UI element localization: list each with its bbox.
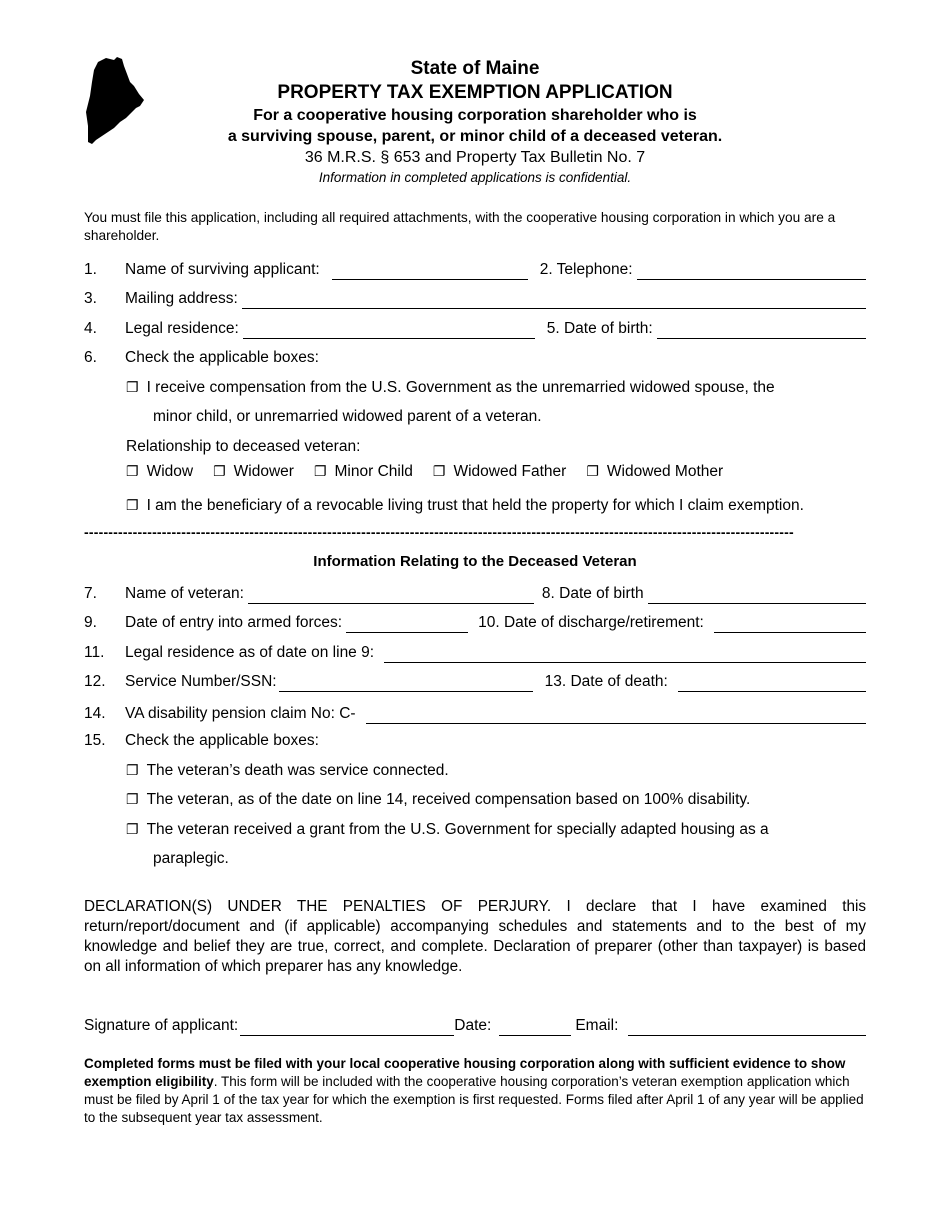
checkbox-widower[interactable]: ❐: [213, 463, 226, 479]
check-boxes-label: Check the applicable boxes:: [125, 349, 319, 366]
line-number: 7.: [84, 585, 97, 602]
entry-date-label: Date of entry into armed forces:: [125, 614, 343, 631]
checkbox-adapted-housing[interactable]: ❐: [126, 821, 139, 837]
service-connected-option: [126, 756, 449, 785]
state-name: State of Maine: [410, 58, 540, 79]
maine-state-logo: [84, 56, 146, 146]
line-number: 11.: [84, 644, 105, 661]
date-of-death-field[interactable]: [678, 677, 866, 692]
veteran-dob-label: 8. Date of birth: [541, 585, 644, 602]
line-number: 3.: [84, 290, 97, 307]
relationship-minor-child[interactable]: ❐ Minor Child: [313, 463, 413, 480]
entry-date-field[interactable]: [346, 618, 468, 633]
row-check-boxes: [84, 346, 866, 368]
compensation-text-1: I receive compensation from the U.S. Government as the unremarried widowed spouse, the: [146, 379, 775, 396]
confidential-note: Information in completed applications is confidential.: [318, 170, 632, 185]
checkbox-full-disability[interactable]: ❐: [126, 791, 139, 807]
date-of-death-label: 13. Date of death:: [544, 673, 668, 690]
checkbox-service-connected[interactable]: ❐: [126, 762, 139, 778]
checkbox-trust[interactable]: ❐: [126, 497, 139, 513]
checkbox-minor-child[interactable]: ❐: [313, 463, 327, 479]
relationship-widow[interactable]: ❐ Widow: [126, 463, 194, 480]
veteran-residence-field[interactable]: [384, 648, 866, 663]
applicant-name-label: Name of surviving applicant:: [125, 261, 320, 278]
service-number-label: Service Number/SSN:: [125, 673, 277, 690]
compensation-option: [126, 373, 866, 431]
legal-residence-label: Legal residence:: [125, 320, 239, 337]
form-subtitle-1: For a cooperative housing corporation shareholder who is: [253, 107, 697, 124]
veteran-dob-field[interactable]: [648, 589, 866, 604]
form-title: PROPERTY TAX EXEMPTION APPLICATION: [277, 82, 673, 103]
relationship-widower[interactable]: ❐ Widower: [213, 463, 294, 480]
legal-residence-field[interactable]: [243, 324, 535, 339]
discharge-date-field[interactable]: [714, 618, 866, 633]
line-number: 15.: [84, 732, 106, 749]
applicant-dob-field[interactable]: [657, 324, 866, 339]
row-legal-residence: [84, 317, 866, 339]
trust-text: I am the beneficiary of a revocable living trust that held the property for which I claim exemption.: [146, 497, 804, 514]
service-connected-text: The veteran’s death was service connected.: [146, 762, 449, 779]
compensation-text-2: minor child, or unremarried widowed parent of a veteran.: [153, 408, 542, 425]
full-disability-text: The veteran, as of the date on line 14, received compensation based on 100% disability.: [146, 791, 751, 808]
mailing-address-field[interactable]: [242, 294, 866, 309]
line-number: 1.: [84, 261, 97, 278]
filing-instructions-text: . This form will be included with the cooperative housing corporation’s veteran exemption application which must be filed by April 1 of the tax year for which the exemption is first requested. Forms filed after April 1 of any year will be applied to the subsequent year tax assessment.: [84, 1074, 864, 1125]
statute-reference: 36 M.R.S. § 653 and Property Tax Bulletin No. 7: [304, 149, 646, 166]
telephone-label: 2. Telephone:: [539, 261, 633, 278]
row-mailing-address: [84, 287, 866, 309]
relationship-options: [126, 463, 723, 481]
line-number: 4.: [84, 320, 97, 337]
row-va-claim: [84, 702, 866, 724]
applicant-name-field[interactable]: [332, 265, 528, 280]
row-service-dates: [84, 611, 866, 633]
line-number: 12.: [84, 673, 106, 690]
line-number: 6.: [84, 349, 97, 366]
row-veteran-residence: [84, 641, 866, 663]
applicant-dob-label: 5. Date of birth:: [546, 320, 653, 337]
adapted-housing-option: [126, 815, 866, 873]
relationship-widowed-father[interactable]: ❐ Widowed Father: [432, 463, 567, 480]
date-label: Date:: [454, 1017, 492, 1034]
full-disability-option: [126, 785, 750, 814]
line-number: 9.: [84, 614, 97, 631]
section-title: Information Relating to the Deceased Veteran: [313, 553, 637, 570]
checkbox-compensation[interactable]: ❐: [126, 379, 139, 395]
va-claim-field[interactable]: [366, 709, 866, 724]
section-divider: --------------------------------------------------------------------------------------------------------------------------------------------------: [84, 524, 794, 540]
row-veteran-check-boxes: [84, 729, 866, 751]
perjury-declaration: DECLARATION(S) UNDER THE PENALTIES OF PERJURY. I declare that I have examined this return/report/document and (if applicable) accompanying schedules and statements and to the best of my knowledge and belief they are true, correct, and complete. Declaration of preparer (other than taxpayer) is based on all information of which preparer has any knowledge.: [84, 898, 866, 975]
veteran-name-field[interactable]: [248, 589, 534, 604]
signature-label: Signature of applicant:: [84, 1017, 239, 1034]
intro-text: You must file this application, including all required attachments, with the cooperative housing corporation in which you are a shareholder.: [84, 210, 836, 243]
filing-instructions-bold: Completed forms must be filed with your local cooperative housing corporation along with sufficient evidence to show exemption eligibility: [84, 1056, 846, 1089]
form-subtitle-2: a surviving spouse, parent, or minor child of a deceased veteran.: [227, 128, 723, 145]
form-header: [150, 57, 800, 186]
checkbox-widowed-father[interactable]: ❐: [432, 463, 446, 479]
row-service-number: [84, 670, 866, 692]
relationship-label: Relationship to deceased veteran:: [126, 438, 361, 455]
relationship-widowed-mother[interactable]: ❐ Widowed Mother: [586, 463, 724, 480]
va-claim-label: VA disability pension claim No: C-: [125, 705, 356, 722]
service-number-field[interactable]: [279, 677, 533, 692]
row-veteran-name: [84, 582, 866, 604]
line-number: 14.: [84, 705, 106, 722]
signature-field[interactable]: [240, 1021, 454, 1036]
email-field[interactable]: [628, 1021, 866, 1036]
checkbox-widowed-mother[interactable]: ❐: [586, 463, 599, 479]
adapted-housing-text-2: paraplegic.: [153, 850, 229, 867]
veteran-residence-label: Legal residence as of date on line 9:: [125, 644, 375, 661]
discharge-date-label: 10. Date of discharge/retirement:: [478, 614, 704, 631]
filing-instructions: [84, 1055, 866, 1127]
checkbox-widow[interactable]: ❐: [126, 463, 139, 479]
adapted-housing-text-1: The veteran received a grant from the U.S. Government for specially adapted housing as a: [146, 821, 769, 838]
row-applicant-name: [84, 258, 866, 280]
email-label: Email:: [575, 1017, 619, 1034]
date-field[interactable]: [499, 1021, 571, 1036]
veteran-name-label: Name of veteran:: [125, 585, 244, 602]
trust-option: [126, 491, 866, 520]
mailing-address-label: Mailing address:: [125, 290, 238, 307]
telephone-field[interactable]: [637, 265, 866, 280]
veteran-check-boxes-label: Check the applicable boxes:: [125, 732, 319, 749]
row-signature: [84, 1014, 866, 1036]
